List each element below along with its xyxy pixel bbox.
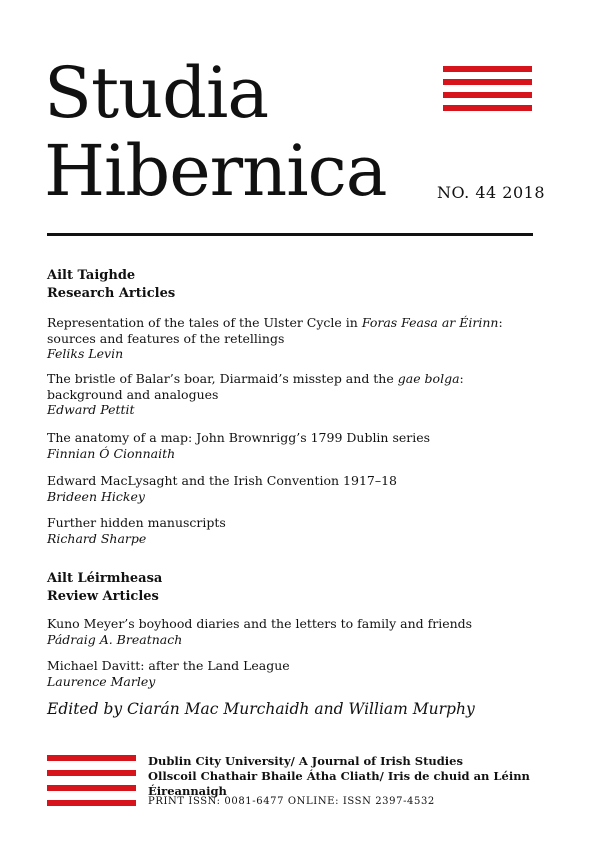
- article-title: Edward MacLysaght and the Irish Convention 1917–18: [47, 473, 397, 488]
- publisher-line-english: Dublin City University/ A Journal of Irish Studies: [148, 754, 463, 768]
- article-entry: [47, 371, 537, 418]
- article-title-part: :: [498, 315, 503, 330]
- review-entry: [47, 658, 537, 689]
- editors-credit: Edited by Ciarán Mac Murchaidh and William Murphy: [47, 700, 475, 718]
- article-title-part: :: [459, 371, 464, 386]
- article-title: The anatomy of a map: John Brownrigg’s 1799 Dublin series: [47, 430, 431, 445]
- article-entry: [47, 473, 537, 504]
- article-author: Finnian Ó Cionnaith: [47, 445, 176, 461]
- article-title-italic: gae bolga: [397, 371, 460, 386]
- article-title-part: Representation of the tales of the Ulster Cycle in: [47, 315, 362, 330]
- publisher-line-irish: Ollscoil Chathair Bhaile Átha Cliath/ Iris de chuid an Léinn Éireannaigh: [148, 769, 530, 798]
- review-title: Kuno Meyer’s boyhood diaries and the letters to family and friends: [47, 616, 473, 631]
- journal-title-line2: Hibernica: [44, 130, 387, 212]
- research-heading-english: Research Articles: [47, 286, 176, 301]
- article-author: Edward Pettit: [47, 402, 135, 417]
- article-title: Further hidden manuscripts: [47, 515, 226, 530]
- article-author: Feliks Levin: [47, 346, 124, 361]
- review-entry: [47, 616, 537, 647]
- article-author: Brideen Hickey: [47, 488, 145, 504]
- article-title-line2: background and analogues: [47, 386, 219, 402]
- article-title: [47, 315, 537, 331]
- publisher-info: [148, 754, 600, 799]
- header-rule: [47, 233, 533, 236]
- article-title-line2: sources and features of the retellings: [47, 330, 285, 346]
- article-title: [47, 371, 537, 387]
- research-section-heading: [47, 267, 175, 303]
- article-title-italic: Foras Feasa ar Éirinn: [361, 315, 499, 330]
- research-heading-irish: Ailt Taighde: [47, 268, 136, 283]
- issue-number: NO. 44 2018: [437, 183, 546, 202]
- review-title: Michael Davitt: after the Land League: [47, 658, 290, 673]
- article-entry: [47, 315, 537, 362]
- review-author: Pádraig A. Breatnach: [47, 631, 183, 647]
- article-author: Richard Sharpe: [47, 530, 147, 546]
- review-heading-english: Review Articles: [47, 589, 159, 604]
- review-heading-irish: Ailt Léirmheasa: [47, 571, 163, 586]
- journal-title-line1: Studia: [44, 52, 269, 134]
- article-entry: [47, 430, 537, 461]
- article-title-part: The bristle of Balar’s boar, Diarmaid’s misstep and the: [47, 371, 398, 386]
- review-author: Laurence Marley: [47, 673, 156, 689]
- red-stripes-logo-bottom: [47, 755, 136, 815]
- article-entry: [47, 515, 537, 546]
- issn-line: PRINT ISSN: 0081-6477 ONLINE: ISSN 2397-4532: [148, 796, 435, 807]
- review-section-heading: [47, 570, 162, 606]
- red-stripes-logo-top: [443, 66, 532, 118]
